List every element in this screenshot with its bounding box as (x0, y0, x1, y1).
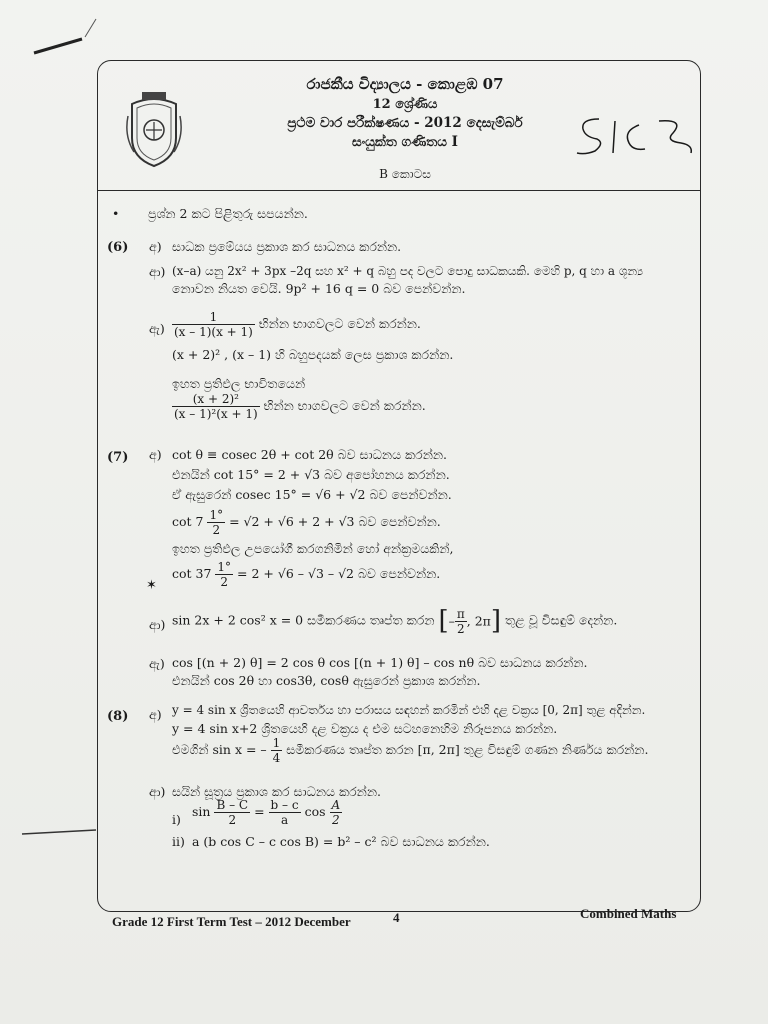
q6-b-line2: නොවන නියත වෙයි. 9p² + 16 q = 0 බව පෙන්වන්න. (172, 281, 466, 296)
question-8-number: (8) (107, 709, 129, 724)
q6-c-frac-den: (x – 1)(x + 1) (174, 325, 253, 339)
q8-b-i-formula (192, 798, 342, 827)
q6-c-fraction2 (172, 392, 426, 421)
q8-b-i-f1-num: B – C (216, 798, 249, 812)
q7-a-line4-num: 1° (209, 508, 224, 522)
school-crest-icon (124, 86, 184, 170)
q7-a-line4 (172, 508, 441, 537)
q7-b-line: sin 2x + 2 cos² x = 0 සමීකරණය තෘප්ත කරන [– $\frac{\pi}{2}$ , 2π] තුළ වූ විසඳුම් දෙන්න. (172, 606, 618, 636)
q6-b-line1: (x–a) යනු 2x² + 3px –2q සහ x² + q බහු පද වලට පොදු සාධකයකි. මෙහි p, q හා a ශූන්‍ය (172, 264, 644, 278)
q6-c-label: ඇ) (149, 321, 165, 336)
q8-a-line2: y = 4 sin x+2 ශ්‍රිතයෙහි දළ වක්‍රය ද එම සටහනෙහිම නිරූපනය කරන්න. (172, 721, 558, 736)
q8-b-i-eq: = (254, 804, 265, 819)
q6-c-text2: භින්න භාගවලට වෙන් කරන්න. (263, 398, 426, 413)
q7-b-post: තුළ වූ විසඳුම් දෙන්න. (505, 612, 618, 628)
question-7-number: (7) (107, 450, 129, 465)
q7-b-label: ආ) (149, 617, 166, 632)
q8-b-ii-text: a (b cos C – c cos B) = b² – c² බව සාධනය කරන්න. (192, 834, 490, 849)
q8-b-i-f3-den: 2 (332, 813, 340, 827)
q7-b-int-num: π (456, 606, 465, 621)
q7-a-line3: ඒ ඇසුරෙන් cosec 15° = √6 + √2 බව පෙන්වන්න. (172, 487, 452, 502)
q6-a-text: සාධක ප්‍රමේයය ප්‍රකාශ කර සාධනය කරන්න. (172, 239, 402, 254)
q7-star-mark: ✶ (146, 578, 157, 593)
q6-c-line2: (x + 2)² , (x – 1) හි බහුපදයක් ලෙස ප්‍රකාශ කරන්න. (172, 347, 454, 362)
q8-b-i-sin: sin (192, 804, 211, 819)
q8-a-line3-den: 4 (272, 751, 281, 765)
q7-a-line2: එනයින් cot 15° = 2 + √3 බව අපෝහනය කරන්න. (172, 467, 450, 482)
q6-c-frac2-num: (x + 2)² (172, 392, 260, 407)
q7-a-line6 (172, 560, 440, 589)
q6-c-frac-num: 1 (172, 310, 255, 325)
q7-c-line1: cos [(n + 2) θ] = 2 cos θ cos [(n + 1) θ] – cos nθ බව සාධනය කරන්න. (172, 655, 588, 670)
q8-b-label: ආ) (149, 784, 166, 799)
q8-a-line1: y = 4 sin x ශ්‍රිතයෙහි ආවර්තය හා පරාසය සඳහන් කරමින් එහි දළ වක්‍රය [0, 2π] තුළ අදින්න. (172, 703, 646, 717)
q7-a-line4-post: = √2 + √6 + 2 + √3 බව පෙන්වන්න. (229, 514, 441, 529)
q6-b-label: ආ) (149, 264, 166, 279)
q7-a-line6-pre: cot 37 (172, 566, 212, 581)
q7-a-label: අ) (149, 447, 162, 462)
q8-b-line1: සයින් සූත්‍රය ප්‍රකාශ කර සාධනය කරන්න. (172, 784, 381, 799)
q8-b-i-f2-num: b – c (270, 798, 299, 812)
school-name: රාජකීය විද්‍යාලය - කොළඹ 07 (306, 75, 504, 93)
q6-c-line3: ඉහත ප්‍රතිඵල භාවිතයෙන් (172, 376, 306, 391)
q8-a-line3-post: සමීකරණය තෘප්ත කරන [π, 2π] තුළ විසඳුම් ගණන නිර්ණය කරන්න. (286, 742, 649, 757)
q7-a-line6-num: 1° (217, 560, 232, 574)
q6-c-fraction (172, 310, 421, 339)
question-6-number: (6) (107, 240, 129, 255)
q7-c-label: ඇ) (149, 656, 165, 671)
exam-title: ප්‍රථම වාර පරීක්ෂණය - 2012 දෙසැම්බර් (287, 115, 523, 131)
q8-a-line3-num: 1 (272, 736, 281, 750)
q7-a-line6-den: 2 (220, 575, 229, 589)
q7-b-pre: sin 2x + 2 cos² x = 0 සමීකරණය තෘප්ත කරන (172, 612, 435, 628)
bullet: • (112, 206, 120, 221)
q8-b-i-f3-num: A (331, 798, 341, 812)
q7-a-line1: cot θ ≡ cosec 2θ + cot 2θ බව සාධනය කරන්න. (172, 447, 448, 462)
q8-a-line3-pre: එමගින් sin x = – (172, 742, 267, 757)
page-number: 4 (393, 910, 400, 925)
q7-a-line4-pre: cot 7 (172, 514, 204, 529)
q6-c-text1: භින්න භාගවලට වෙන් කරන්න. (258, 316, 421, 331)
q8-b-i-f1-den: 2 (228, 813, 237, 827)
q6-a-label: අ) (149, 239, 162, 254)
q8-b-ii-label: ii) (172, 834, 185, 849)
section-label: B කොටස (379, 167, 431, 181)
q8-a-label: අ) (149, 707, 162, 722)
q7-c-line2: එනයින් cos 2θ හා cos3θ, cosθ ඇසුරෙන් ප්‍රකාශ කරන්න. (172, 673, 481, 688)
footer-subject: Combined Maths (580, 906, 677, 921)
q8-b-i-cos: cos (304, 804, 326, 819)
subject-title: සංයුක්ත ගණිතය I (352, 134, 458, 150)
q7-a-line4-den: 2 (212, 523, 221, 537)
q7-a-line6-post: = 2 + √6 – √3 – √2 බව පෙන්වන්න. (237, 566, 441, 581)
grade-label: 12 ශ්‍රේණිය (372, 97, 438, 112)
q7-b-int-den: 2 (457, 621, 465, 636)
q7-a-line5: ඉහත ප්‍රතිඵල උපයෝගී කරගනිමින් හෝ අන්ක්‍රමයකින්, (172, 541, 454, 556)
handwritten-signature (573, 113, 698, 161)
q6-c-frac2-den: (x – 1)²(x + 1) (174, 407, 258, 421)
header-divider (97, 190, 701, 191)
instruction: ප්‍රශ්න 2 කට පිළිතුරු සපයන්න. (148, 206, 308, 221)
footer-exam-title: Grade 12 First Term Test – 2012 December (112, 914, 351, 929)
pen-mark-top-left (30, 15, 100, 60)
q8-b-i-f2-den: a (280, 813, 289, 827)
pen-mark-left (20, 822, 100, 842)
q8-b-i-label: i) (172, 812, 181, 827)
q8-a-line3 (172, 736, 648, 765)
